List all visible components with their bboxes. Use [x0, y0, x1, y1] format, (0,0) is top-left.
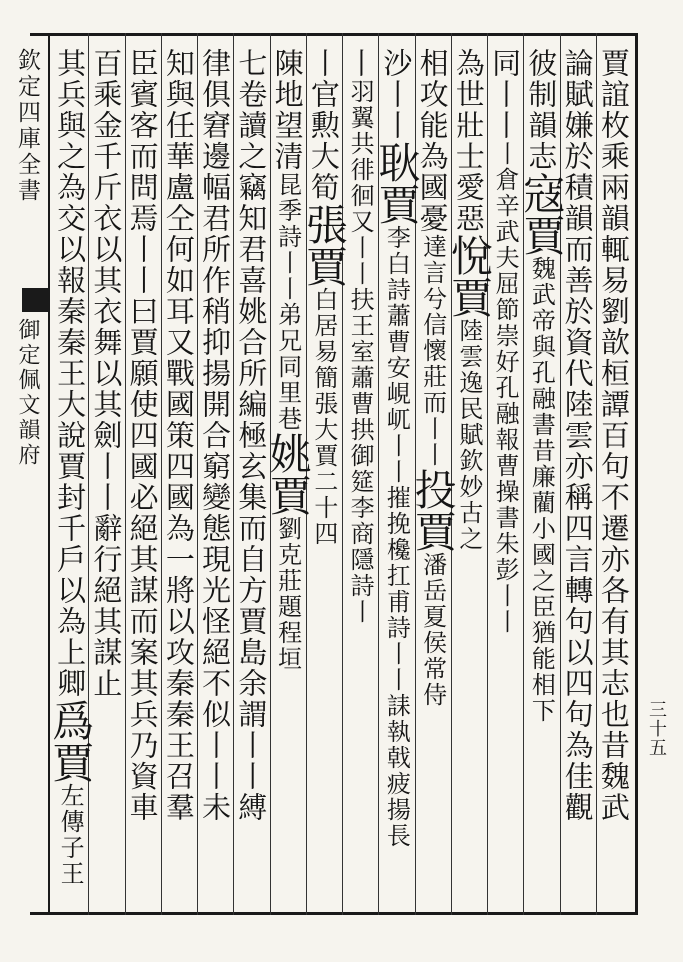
book-title: 欽定四庫全書: [14, 48, 40, 204]
text-segment: 昆季詩丨丨弟兄同里巷: [273, 172, 302, 432]
fishtail-mark-icon: [22, 288, 48, 312]
headword: 寇賈: [517, 172, 567, 256]
text-segment: 同丨丨: [488, 48, 523, 141]
text-segment: 陸雲逸民賦欽妙古之: [454, 318, 483, 552]
text-segment: 沙丨丨: [379, 48, 414, 141]
text-segment: 臣賓客而問焉丨丨曰賈願使四國必絕其謀而案其兵乃資車: [125, 48, 160, 823]
frame-bottom-border: [30, 912, 638, 915]
text-segment: 相攻能為國憂: [415, 48, 450, 234]
text-segment: 為世壯士愛惡: [451, 48, 486, 234]
text-column: [46, 48, 94, 887]
headword: 張賈: [299, 203, 349, 287]
text-segment: 潘岳夏侯常侍: [418, 552, 447, 708]
frame-top-border: [30, 33, 638, 36]
text-segment: 論賦嫌於積韻而善於資代陸雲亦稱四言轉句以四句為佳觀: [560, 48, 595, 823]
text-segment: 其兵與之為交以報秦秦王大說賈封千戶以為上卿: [53, 48, 88, 699]
text-segment: 丨: [343, 48, 378, 79]
text-segment: 七卷讀之竊知君喜姚合所編極玄集而自方賈島余謂丨丨縛: [234, 48, 269, 823]
text-segment: 律俱窘邊幅君所作稍抑揚開合窮變態現光怪絕不似丨丨未: [198, 48, 233, 823]
headword: 投賈: [408, 468, 458, 552]
headword: 姚賈: [263, 432, 313, 516]
page-number: 三十五: [646, 700, 667, 757]
headword: 爲賈: [46, 699, 96, 783]
text-segment: 彼制韻志: [524, 48, 559, 172]
text-segment: 李白詩蕭曹安峴屼丨丨摧挽欃扛甫詩丨丨誄執戟疲揚長: [382, 225, 411, 849]
text-segment: 知與任華盧仝何如耳又戰國策四國為一將以攻秦秦王召羣: [161, 48, 196, 823]
text-segment: 丨倉辛武夫屈節崇好孔融報曹操書朱彭丨丨: [491, 141, 520, 635]
text-segment: 達言兮信懷莊而丨丨: [418, 234, 447, 468]
headword: 耿賈: [372, 141, 422, 225]
text-segment: 左傳子王: [56, 783, 85, 887]
headword: 悅賈: [444, 234, 494, 318]
text-segment: 白居易簡張大賈二十四: [309, 287, 338, 547]
text-segment: 羽翼共徘徊又丨丨扶王室蕭曹拱御筵李商隱詩丨: [346, 79, 375, 625]
page-number-area: [641, 700, 677, 760]
text-segment: 劉克莊題程垣: [273, 516, 302, 672]
text-segment: 陳地望清: [270, 48, 305, 172]
text-segment: 百乘金千斤衣以其衣舞以其劍丨丨辭行絕其謀止: [89, 48, 124, 699]
text-segment: 魏武帝與孔融書昔廉藺小國之臣猶能相下: [527, 256, 556, 724]
text-segment: 賈誼枚乘兩韻輒易劉歆桓譚百句不遷亦各有其志也昔魏武: [596, 48, 631, 823]
text-segment: 丨官勲大筍: [306, 48, 341, 203]
book-subtitle: 御定佩文韻府: [15, 318, 40, 468]
